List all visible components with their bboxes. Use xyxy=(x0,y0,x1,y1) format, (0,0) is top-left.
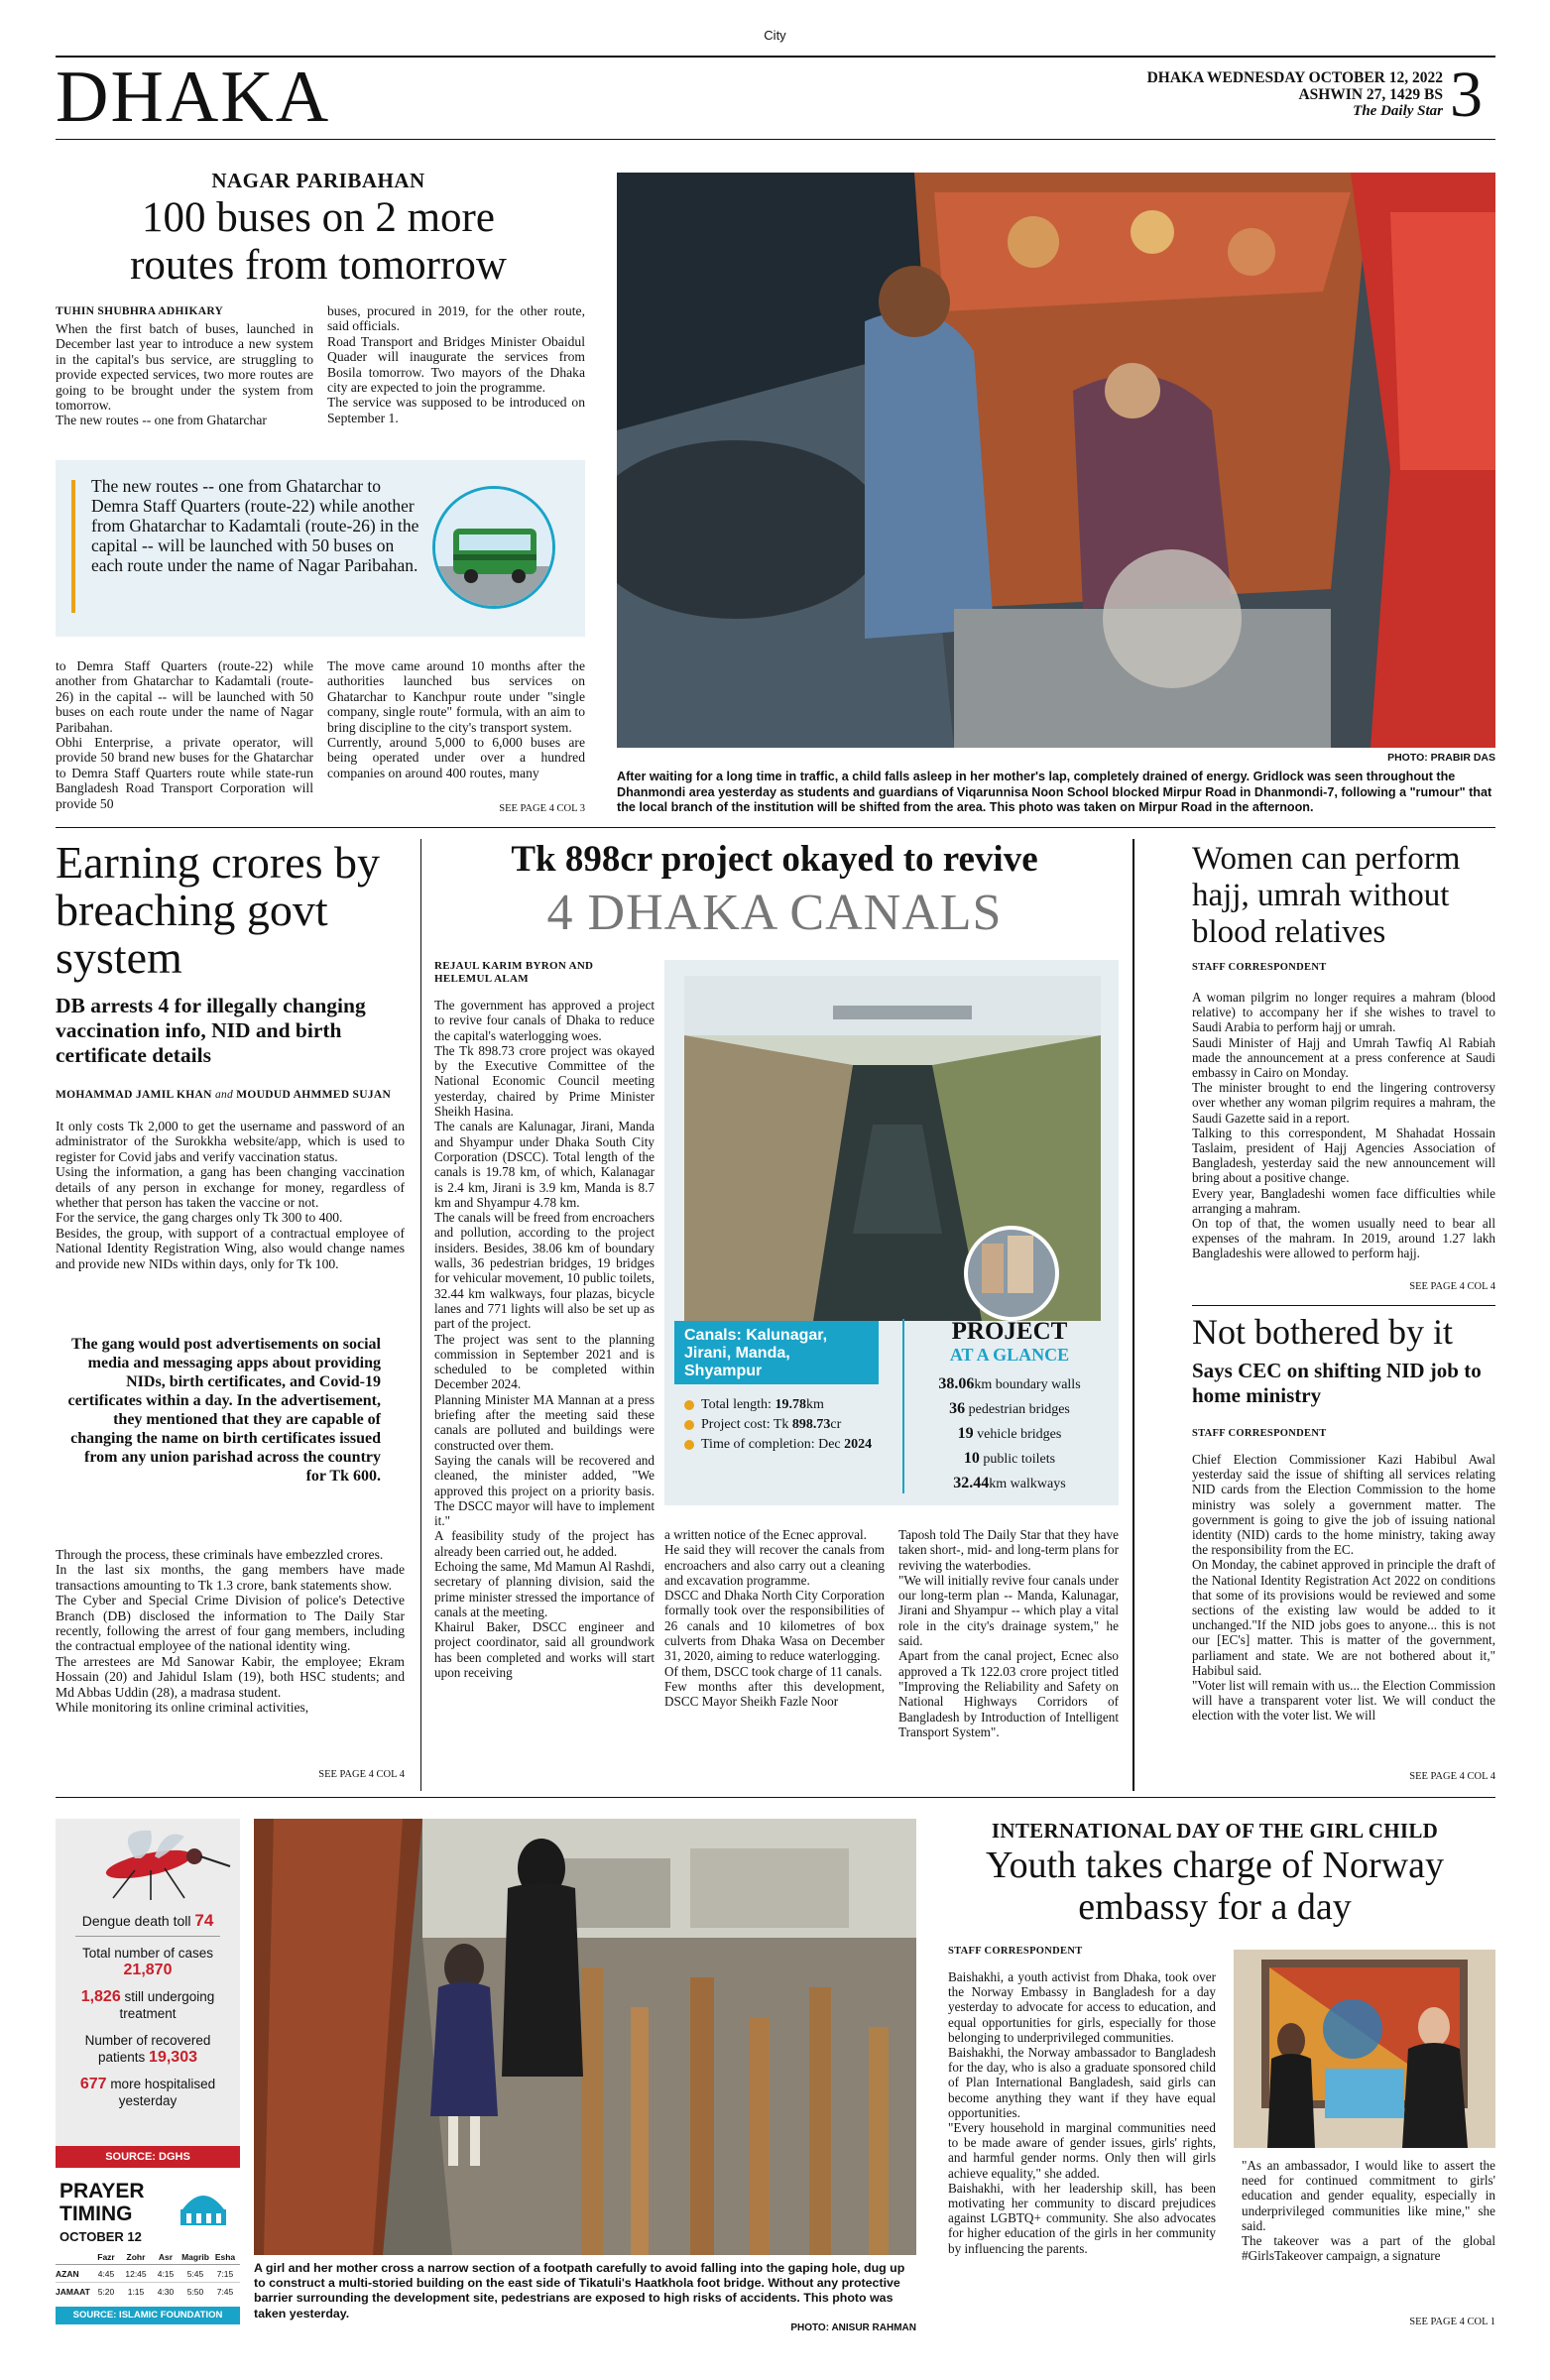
glance-item: 36 pedestrian bridges xyxy=(949,1400,1070,1417)
bus-byline: TUHIN SHUBHRA ADHIKARY xyxy=(56,305,224,317)
glance-item: 10 public toilets xyxy=(963,1450,1056,1467)
prayer-head-row: Fazr Zohr Asr Magrib Esha xyxy=(56,2249,240,2265)
dengue-source: SOURCE: DGHS xyxy=(56,2146,240,2168)
bus-kicker: NAGAR PARIBAHAN xyxy=(211,169,425,192)
dengue-divider xyxy=(75,1936,220,1937)
dengue-box xyxy=(56,1819,240,2168)
glance-box xyxy=(910,1319,1109,1492)
section-rule-1 xyxy=(56,827,1495,828)
glance-divider xyxy=(902,1319,904,1493)
paper-name: The Daily Star xyxy=(1353,103,1443,119)
bus-headline-line1: 100 buses on 2 more xyxy=(142,194,495,241)
dengue-hospitalised: 677 more hospitalised yesterday xyxy=(79,2076,216,2108)
canal-byline: REJAUL KARIM BYRON AND HELEMUL ALAM xyxy=(434,960,594,985)
hajj-headline: Women can perform hajj, umrah without blood relatives xyxy=(1192,841,1461,950)
bullet-icon xyxy=(684,1400,694,1410)
prayer-table xyxy=(56,2249,240,2301)
glance-title: PROJECT xyxy=(951,1318,1068,1345)
bus-col1-top: When the first batch of buses, launched in December last year to introduce a new system in the capital's bus service, are struggling to provide expected services, two more routes are going to be brought under the system from tomorrow. The new routes -- one from Ghatarchar xyxy=(56,321,313,428)
dengue-recovered: Number of recovered patients 19,303 xyxy=(84,2033,211,2066)
hajj-cec-rule xyxy=(1192,1305,1495,1306)
header-bottom-rule xyxy=(56,139,1495,140)
bus-col2-top: buses, procured in 2019, for the other route, said officials. Road Transport and Bridges Minister Obaidul Quader will inaugurate the services from Bosila tomorrow. Two mayors of the Dhaka city are expected to join the programme. The service was supposed to be introduced on September 1. xyxy=(327,303,585,425)
canal-headline1: Tk 898cr project okayed to revive xyxy=(511,839,1038,880)
highlight-accent-bar xyxy=(71,480,75,613)
prayer-source: SOURCE: ISLAMIC FOUNDATION xyxy=(56,2307,240,2324)
prayer-azan-row: AZAN 4:45 12:45 4:15 5:45 7:15 xyxy=(56,2265,240,2283)
traffic-photo xyxy=(617,173,1495,748)
crime-body: Through the process, these criminals have embezzled crores. In the last six months, the gang members have made transactions amounting to Tk 1.3 crore, bank statements show. The Cyber and Special Crime Division of police's Detective Branch (DB) disclosed the information to The Daily Star recently, following the arrest of four gang members, including the contractual employee of the national identity wing. The arrestees are Md Sanowar Kabir, the employee; Ekram Hossain (20) and Jahidul Islam (19), both HSC students; and Md Abbas Uddin (28), a madrasa student. While monitoring its online criminal activities, xyxy=(56,1547,405,1716)
norway-photo xyxy=(1234,1950,1495,2148)
norway-headline-line1: Youth takes charge of Norway xyxy=(986,1844,1444,1886)
crime-pullquote: The gang would post advertisements on social media and messaging apps about providing NIDs, birth certificates, and Covid-19 certificates within a day. In the advertisement, they mentioned that they are capable of changing the name on birth certificates issued from any union parishad across the country for Tk 600. xyxy=(67,1336,381,1485)
canal-headline2: 4 DHAKA CANALS xyxy=(546,885,1003,941)
bullet-icon xyxy=(684,1420,694,1430)
vrule-right xyxy=(1133,839,1134,1791)
crime-subhead: DB arrests 4 for illegally changing vaccination info, NID and birth certificate details xyxy=(56,994,366,1067)
date-line: DHAKA WEDNESDAY OCTOBER 12, 2022 xyxy=(1146,69,1443,86)
norway-photo-text: "As an ambassador, I would like to assert the need for continued commitment to girls' education and gender equality, especially in underprivileged communities like mine," she said. The takeover was a part of the global #GirlsTakeover campaign, a signature xyxy=(1242,2158,1495,2264)
dengue-total: Total number of cases 21,870 xyxy=(81,1946,214,1978)
stat-cost: Project cost: Tk 898.73cr xyxy=(684,1416,893,1433)
top-photo-credit: PHOTO: PRABIR DAS xyxy=(1387,752,1495,764)
bus-highlight-box xyxy=(56,460,585,637)
bullet-icon xyxy=(684,1440,694,1450)
canal-photo xyxy=(684,976,1101,1321)
norway-body: Baishakhi, a youth activist from Dhaka, took over the Norway Embassy in Bangladesh for a day yesterday to advocate for access to education, and equal opportunities for girls, especially for those belonging to underprivileged communities. Baishakhi, the Norway ambassador to Bangladesh for the day, who is also a graduate sponsored child of Plan International Bangladesh, said girls can become anything they want if they have equal opportunities. "Every household in marginal communities need to be made aware of gender issues, girls' rights, and harmful gender norms. Only then will girls achieve equality," she added. Baishakhi, with her leadership skill, has been motivating her community to discard prejudices against LGBTQ+ community. She also advocates for higher education of the girls in her community by influencing the parents. xyxy=(948,1969,1216,2256)
cec-byline: STAFF CORRESPONDENT xyxy=(1192,1428,1327,1439)
footpath-photo xyxy=(254,1819,916,2255)
crime-byline: MOHAMMAD JAMIL KHAN and MOUDUD AHMMED SUJAN xyxy=(56,1089,392,1101)
crime-intro: It only costs Tk 2,000 to get the username and password of an administrator of the Surokkha website/app, which is used to register for Covid jabs and verify vaccination status. Using the information, a gang has been changing vaccination details of any person in exchange for money, regardless of whether that person has taken the vaccine or not. For the service, the gang charges only Tk 300 to 400. Besides, the group, with support of a contractual employee of National Identity Registration Wing, also would change names and provide new NIDs within days, only for Tk 100. xyxy=(56,1119,405,1271)
glance-item: 32.44km walkways xyxy=(953,1475,1066,1491)
hajj-see-page: SEE PAGE 4 COL 4 xyxy=(1409,1281,1495,1292)
mosquito-icon xyxy=(56,1819,240,1904)
vrule-left xyxy=(420,839,421,1791)
bottom-photo-credit: PHOTO: ANISUR RAHMAN xyxy=(790,2322,916,2333)
glance-subtitle: AT A GLANCE xyxy=(949,1345,1070,1365)
glance-item: 19 vehicle bridges xyxy=(957,1425,1062,1442)
bus-headline-line2: routes from tomorrow xyxy=(130,242,507,289)
prayer-date: OCTOBER 12 xyxy=(60,2229,142,2244)
canal-col1: The government has approved a project to revive four canals of Dhaka to reduce the capital's waterlogging woes. The Tk 898.73 crore project was okayed by the Executive Committee of the National Economic Council meeting yesterday, chaired by Prime Minister Sheikh Hasina. The canals are Kalunagar, Jirani, Manda and Shyampur under Dhaka South City Corporation (DSCC). Total length of the canals is 19.78 km, of which, Kalanagar is 2.4 km, Jirani is 3.9 km, Manda is 8.7 km and Shyampur 4.78 km. The canals will be freed from encroachers and pollution, according to the project insiders. Besides, 38.06 km of boundary walls, 36 pedestrian bridges, 19 bridges for vehicular movement, 10 public toilets, 32.44 km walkways, four plazas, bicycle lanes and 771 lights will also be set up as part of the project. The project was sent to the planning commission in September 2021 and is scheduled to be completed within December 2024. Planning Minister MA Mannan at a press briefing after the meeting said these canals are polluted and buildings were constructed over them. Saying the canals will be recovered and cleaned, the minister added, "We approved this project on a priority basis. The DSCC mayor will have to implement it." A feasibility study of the project has already been carried out, he added. Echoing the same, Md Mamun Al Rashdi, secretary of planning division, said the prime minister stressed the importance of canals at the meeting. Khairul Baker, DSCC engineer and project coordinator, said all groundwork has been completed and works will start upon receiving xyxy=(434,998,655,1681)
norway-byline: STAFF CORRESPONDENT xyxy=(948,1946,1083,1957)
cec-body: Chief Election Commissioner Kazi Habibul Awal yesterday said the issue of shifting all services relating NID cards from the Election Commission to the home ministry was solely a government matter. The government is going to give the job of issuing national identity (NID) cards to the home ministry, taking away the responsibility from the EC. On Monday, the cabinet approved in principle the draft of the National Identity Registration Act 2022 on conditions that some of its provisions would be reviewed and some sections of the existing law would be added to it unchanged."If the NID jobs goes to anyone... this is not our [EC's] matter. This is matter of the government, parliament and state. We are not bothered about it," Habibul said. "Voter list will remain with us... the Election Commission will have a transparent voter list. We will conduct the election with the voter list. We will xyxy=(1192,1452,1495,1724)
bottom-photo-caption: A girl and her mother cross a narrow section of a footpath carefully to avoid falling into the gaping hole, dug up to construct a multi-storied building on the east side of Tikatuli's Haatkhola foot bridge. Without any protective barrier surrounding the development site, pedestrians are exposed to high risks of accidents. This photo was taken yesterday. xyxy=(254,2261,905,2320)
dengue-treatment: 1,826 still undergoing treatment xyxy=(80,1988,215,2021)
norway-headline-line2: embassy for a day xyxy=(1078,1886,1352,1928)
crime-see-page: SEE PAGE 4 COL 4 xyxy=(318,1769,405,1780)
bus-col1-bottom: to Demra Staff Quarters (route-22) while another from Ghatarchar to Kadamtali (route-26) in the capital -- will be launched with 50 buses on each route under the name of Nagar Paribahan. Obhi Enterprise, a private operator, will provide 50 brand new buses for the Ghatarchar to Demra Staff Quarters route while state-run Bangladesh Road Transport Corporation will provide 50 xyxy=(56,658,313,811)
canal-col2: a written notice of the Ecnec approval. He said they will recover the canals from encroachers and also carry out a cleaning and excavation programme. DSCC and Dhaka North City Corporation formally took over the responsibilities of 26 canals and 10 kilometres of box culverts from Dhaka Wasa on December 31, 2020, aiming to reduce waterlogging. Of them, DSCC took charge of 11 canals. Few months after this development, DSCC Mayor Sheikh Fazle Noor xyxy=(664,1527,885,1710)
bus-headline xyxy=(56,194,581,290)
bus-highlight-text: The new routes -- one from Ghatarchar to Demra Staff Quarters (route-22) while another from Ghatarchar to Kadamtali (route-26) in the capital -- will be launched with 50 buses on each route under the name of Nagar Paribahan. xyxy=(91,476,419,575)
crime-headline: Earning crores by breaching govt system xyxy=(56,837,380,983)
prayer-jamaat-row: JAMAAT 5:20 1:15 4:30 5:50 7:45 xyxy=(56,2287,234,2297)
canal-stats xyxy=(684,1396,893,1453)
dengue-deaths: Dengue death toll 74 xyxy=(81,1911,214,1930)
cec-subhead: Says CEC on shifting NID job to home ministry xyxy=(1192,1359,1482,1407)
cec-see-page: SEE PAGE 4 COL 4 xyxy=(1409,1771,1495,1782)
stat-length: Total length: 19.78km xyxy=(684,1396,893,1413)
section-rule-2 xyxy=(56,1797,1495,1798)
canal-col3: Taposh told The Daily Star that they have taken short-, mid- and long-term plans for reviving the waterbodies. "We will initially revive four canals under our long-term plan -- Manda, Kalunagar, Jirani and Shyampur -- which play a vital role in the city's drainage system," he said. Apart from the canal project, Ecnec also approved a Tk 122.03 crore project titled "Improving the Reliability and Safety on National Highways Corridors of Bangladesh by Introduction of Intelligent Transport System". xyxy=(898,1527,1119,1739)
hajj-body: A woman pilgrim no longer requires a mahram (blood relative) to accompany her if she wishes to travel to Saudi Arabia to perform hajj or umrah. Saudi Minister of Hajj and Umrah Tawfiq Al Rabiah made the announcement at a press conference at Saudi embassy in Cairo on Monday. The minister brought to end the lingering controversy over whether any woman pilgrim requires a mahram, the Saudi Gazette said in a report. Talking to this correspondent, M Shahadat Hossain Taslaim, president of Hajj Agencies Association of Bangladesh, yesterday said the new announcement will bring about a positive change. Every year, Bangladeshi women face difficulties while arranging a mahram. On top of that, the women usually need to bear all expenses of the mahram. In 2019, around 1.27 lakh Bangladeshis were allowed to perform hajj. xyxy=(1192,990,1495,1261)
stat-completion: Time of completion: Dec 2024 xyxy=(684,1436,893,1453)
bus-icon xyxy=(432,486,555,609)
hajj-byline: STAFF CORRESPONDENT xyxy=(1192,962,1327,973)
top-photo-caption: After waiting for a long time in traffic, a child falls asleep in her mother's lap, completely drained of energy. Gridlock was seen throughout the Dhanmondi area yesterday as students and guardians of Viqarunnisa Noon School blocked Mirpur Road in Dhanmondi-7, following a "rumour" that the local branch of the institution will be shifted from the area. This photo was taken on Mirpur Road in the afternoon. xyxy=(617,770,1492,814)
norway-see-page: SEE PAGE 4 COL 1 xyxy=(1409,2317,1495,2327)
page-number: 3 xyxy=(1450,59,1483,131)
bus-see-page: SEE PAGE 4 COL 3 xyxy=(499,803,585,814)
cec-headline: Not bothered by it xyxy=(1192,1312,1453,1352)
norway-headline xyxy=(934,1844,1495,1928)
bangla-date: ASHWIN 27, 1429 BS xyxy=(1298,86,1443,103)
norway-kicker: INTERNATIONAL DAY OF THE GIRL CHILD xyxy=(991,1819,1439,1843)
prayer-title: PRAYER TIMING xyxy=(60,2180,145,2225)
canals-label: Canals: Kalunagar, Jirani, Manda, Shyampur xyxy=(674,1321,879,1384)
mosque-icon xyxy=(173,2180,234,2229)
date-block xyxy=(1081,69,1443,120)
glance-item: 38.06km boundary walls xyxy=(938,1375,1081,1392)
prayer-box xyxy=(56,2180,240,2328)
bus-col2-bottom: The move came around 10 months after the authorities launched bus services on Ghatarchar to Kanchpur route under "single company, single route" formula, with an aim to bring discipline to the city's transport system. Currently, around 5,000 to 6,000 buses are being operated under over a hundred companies on around 400 routes, many xyxy=(327,658,585,780)
section-label: City xyxy=(764,28,786,43)
masthead: DHAKA xyxy=(56,57,331,138)
